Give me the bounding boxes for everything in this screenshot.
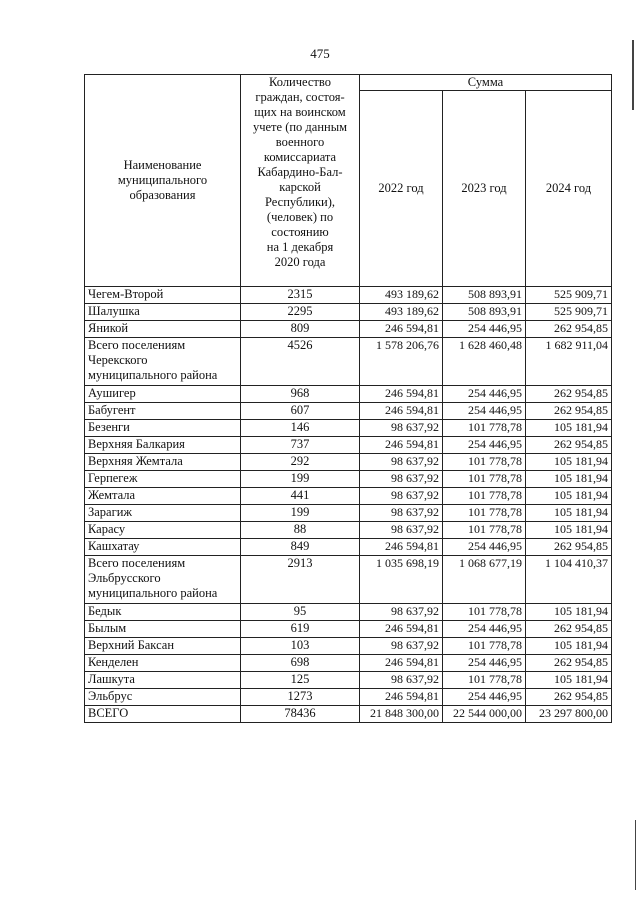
column-header-2023: 2023 год: [443, 91, 526, 287]
count-header-line: военного: [275, 135, 325, 149]
sum-2024-cell: 262 954,85: [526, 321, 612, 338]
sum-2022-cell: 246 594,81: [360, 539, 443, 556]
sum-2024-cell: 262 954,85: [526, 689, 612, 706]
sum-2023-cell: 254 446,95: [443, 386, 526, 403]
table-row: [85, 672, 612, 689]
sum-2024-cell: 262 954,85: [526, 621, 612, 638]
sum-2023-cell: 1 068 677,19: [443, 556, 526, 604]
citizen-count-cell: 849: [241, 539, 360, 556]
page-number: 475: [310, 46, 330, 61]
sum-2024-cell: 262 954,85: [526, 403, 612, 420]
sum-2023-cell: 254 446,95: [443, 437, 526, 454]
citizen-count-cell: 619: [241, 621, 360, 638]
sum-2024-cell: 1 682 911,04: [526, 338, 612, 386]
count-header-line: учете (по данным: [252, 120, 348, 134]
sum-2022-cell: 493 189,62: [360, 287, 443, 304]
count-header-line: комиссариата: [263, 150, 337, 164]
sum-2023-cell: 254 446,95: [443, 539, 526, 556]
sum-2022-cell: 246 594,81: [360, 321, 443, 338]
table-body: [85, 287, 612, 723]
table-row: [85, 287, 612, 304]
sum-2023-cell: 254 446,95: [443, 621, 526, 638]
citizen-count-cell: 809: [241, 321, 360, 338]
citizen-count-cell: 103: [241, 638, 360, 655]
table-row: [85, 638, 612, 655]
table-row: [85, 539, 612, 556]
sum-2023-cell: 101 778,78: [443, 505, 526, 522]
municipality-name-cell: Герпегеж: [85, 471, 241, 488]
count-header-line: щих на воинском: [254, 105, 346, 119]
sum-2022-cell: 98 637,92: [360, 638, 443, 655]
sum-2023-cell: 254 446,95: [443, 655, 526, 672]
sum-2024-cell: 105 181,94: [526, 522, 612, 539]
sum-2023-cell: 1 628 460,48: [443, 338, 526, 386]
municipality-name-cell: Верхняя Балкария: [85, 437, 241, 454]
sum-2022-cell: 246 594,81: [360, 403, 443, 420]
municipality-name-cell: Шалушка: [85, 304, 241, 321]
scan-edge-mark: [635, 820, 636, 890]
table-row: [85, 522, 612, 539]
sum-2024-cell: 23 297 800,00: [526, 706, 612, 723]
sum-2023-cell: 101 778,78: [443, 488, 526, 505]
citizen-count-cell: 607: [241, 403, 360, 420]
sum-2023-cell: 101 778,78: [443, 471, 526, 488]
citizen-count-cell: 2315: [241, 287, 360, 304]
table-header: [85, 75, 612, 287]
sum-2022-cell: 98 637,92: [360, 604, 443, 621]
count-header-line: карской: [279, 180, 321, 194]
citizen-count-cell: 125: [241, 672, 360, 689]
municipality-name-cell: Зарагиж: [85, 505, 241, 522]
citizen-count-cell: 4526: [241, 338, 360, 386]
municipality-name-cell: Эльбрус: [85, 689, 241, 706]
municipality-name-cell: Верхний Баксан: [85, 638, 241, 655]
sum-2023-cell: 508 893,91: [443, 287, 526, 304]
sum-2022-cell: 98 637,92: [360, 672, 443, 689]
table-row: [85, 556, 612, 604]
sum-2024-cell: 262 954,85: [526, 539, 612, 556]
sum-2024-cell: 105 181,94: [526, 505, 612, 522]
table-row: [85, 505, 612, 522]
sum-2024-cell: 262 954,85: [526, 386, 612, 403]
count-header-line: (человек) по: [266, 210, 334, 224]
table-row: [85, 706, 612, 723]
sum-2024-cell: 105 181,94: [526, 420, 612, 437]
column-header-name: Наименование муниципального образования: [85, 75, 241, 287]
table-row: [85, 454, 612, 471]
column-header-2022: 2022 год: [360, 91, 443, 287]
count-header-line: 2020 года: [274, 255, 326, 269]
municipality-name-cell: Всего поселениям Черекского муниципального района: [85, 338, 241, 386]
municipality-name-cell: Былым: [85, 621, 241, 638]
citizen-count-cell: 698: [241, 655, 360, 672]
sum-2024-cell: 105 181,94: [526, 454, 612, 471]
sum-2024-cell: 105 181,94: [526, 471, 612, 488]
table-row: [85, 403, 612, 420]
count-header-line: Республики),: [265, 195, 335, 209]
sum-2023-cell: 101 778,78: [443, 604, 526, 621]
allocation-table: [84, 74, 612, 723]
sum-2022-cell: 493 189,62: [360, 304, 443, 321]
municipality-name-cell: Бедык: [85, 604, 241, 621]
sum-2024-cell: 105 181,94: [526, 604, 612, 621]
sum-2022-cell: 98 637,92: [360, 420, 443, 437]
sum-2022-cell: 98 637,92: [360, 488, 443, 505]
sum-2024-cell: 105 181,94: [526, 638, 612, 655]
table-row: [85, 386, 612, 403]
count-header-line: граждан, состоя-: [255, 90, 345, 104]
table-row: [85, 321, 612, 338]
column-header-2024: 2024 год: [526, 91, 612, 287]
count-header-line: на 1 декабря: [266, 240, 334, 254]
municipality-name-cell: Кенделен: [85, 655, 241, 672]
sum-2023-cell: 254 446,95: [443, 689, 526, 706]
sum-2023-cell: 101 778,78: [443, 454, 526, 471]
sum-2024-cell: 525 909,71: [526, 287, 612, 304]
municipality-name-cell: Яникой: [85, 321, 241, 338]
municipality-name-cell: ВСЕГО: [85, 706, 241, 723]
sum-2023-cell: 254 446,95: [443, 321, 526, 338]
table-row: [85, 689, 612, 706]
citizen-count-cell: 146: [241, 420, 360, 437]
citizen-count-cell: 1273: [241, 689, 360, 706]
citizen-count-cell: 737: [241, 437, 360, 454]
count-header-line: Кабардино-Бал-: [257, 165, 343, 179]
citizen-count-cell: 78436: [241, 706, 360, 723]
table-row: [85, 338, 612, 386]
sum-2022-cell: 246 594,81: [360, 689, 443, 706]
municipality-name-cell: Лашкута: [85, 672, 241, 689]
sum-2024-cell: 105 181,94: [526, 672, 612, 689]
citizen-count-cell: 88: [241, 522, 360, 539]
sum-2022-cell: 1 035 698,19: [360, 556, 443, 604]
citizen-count-cell: 95: [241, 604, 360, 621]
municipality-name-cell: Всего поселениям Эльбрусского муниципального района: [85, 556, 241, 604]
sum-2022-cell: 98 637,92: [360, 454, 443, 471]
column-header-sum: Сумма: [360, 75, 612, 91]
sum-2022-cell: 21 848 300,00: [360, 706, 443, 723]
sum-2024-cell: 525 909,71: [526, 304, 612, 321]
municipality-name-cell: Верхняя Жемтала: [85, 454, 241, 471]
municipality-name-cell: Безенги: [85, 420, 241, 437]
sum-2024-cell: 262 954,85: [526, 655, 612, 672]
table-row: [85, 304, 612, 321]
sum-2023-cell: 508 893,91: [443, 304, 526, 321]
sum-2024-cell: 262 954,85: [526, 437, 612, 454]
sum-2023-cell: 22 544 000,00: [443, 706, 526, 723]
municipality-name-cell: Аушигер: [85, 386, 241, 403]
sum-2022-cell: 246 594,81: [360, 386, 443, 403]
municipality-name-cell: Чегем-Второй: [85, 287, 241, 304]
citizen-count-cell: 199: [241, 505, 360, 522]
sum-2024-cell: 105 181,94: [526, 488, 612, 505]
sum-2022-cell: 98 637,92: [360, 522, 443, 539]
citizen-count-cell: 968: [241, 386, 360, 403]
table-row: [85, 621, 612, 638]
table-row: [85, 420, 612, 437]
citizen-count-cell: 2913: [241, 556, 360, 604]
sum-2022-cell: 1 578 206,76: [360, 338, 443, 386]
citizen-count-cell: 292: [241, 454, 360, 471]
count-header-line: состоянию: [271, 225, 329, 239]
table-row: [85, 604, 612, 621]
sum-2023-cell: 101 778,78: [443, 522, 526, 539]
municipality-name-cell: Карасу: [85, 522, 241, 539]
table-row: [85, 437, 612, 454]
sum-2023-cell: 101 778,78: [443, 672, 526, 689]
citizen-count-cell: 441: [241, 488, 360, 505]
sum-2023-cell: 101 778,78: [443, 420, 526, 437]
table-row: [85, 655, 612, 672]
sum-2022-cell: 246 594,81: [360, 655, 443, 672]
scan-edge-mark: [632, 40, 634, 110]
count-header-line: Количество: [269, 75, 331, 89]
table-row: [85, 471, 612, 488]
citizen-count-cell: 2295: [241, 304, 360, 321]
sum-2023-cell: 101 778,78: [443, 638, 526, 655]
table-row: [85, 488, 612, 505]
column-header-count: [241, 75, 360, 287]
municipality-name-cell: Бабугент: [85, 403, 241, 420]
sum-2024-cell: 1 104 410,37: [526, 556, 612, 604]
citizen-count-cell: 199: [241, 471, 360, 488]
sum-2023-cell: 254 446,95: [443, 403, 526, 420]
sum-2022-cell: 98 637,92: [360, 471, 443, 488]
municipality-name-cell: Кашхатау: [85, 539, 241, 556]
municipality-name-cell: Жемтала: [85, 488, 241, 505]
sum-2022-cell: 98 637,92: [360, 505, 443, 522]
sum-2022-cell: 246 594,81: [360, 621, 443, 638]
sum-2022-cell: 246 594,81: [360, 437, 443, 454]
